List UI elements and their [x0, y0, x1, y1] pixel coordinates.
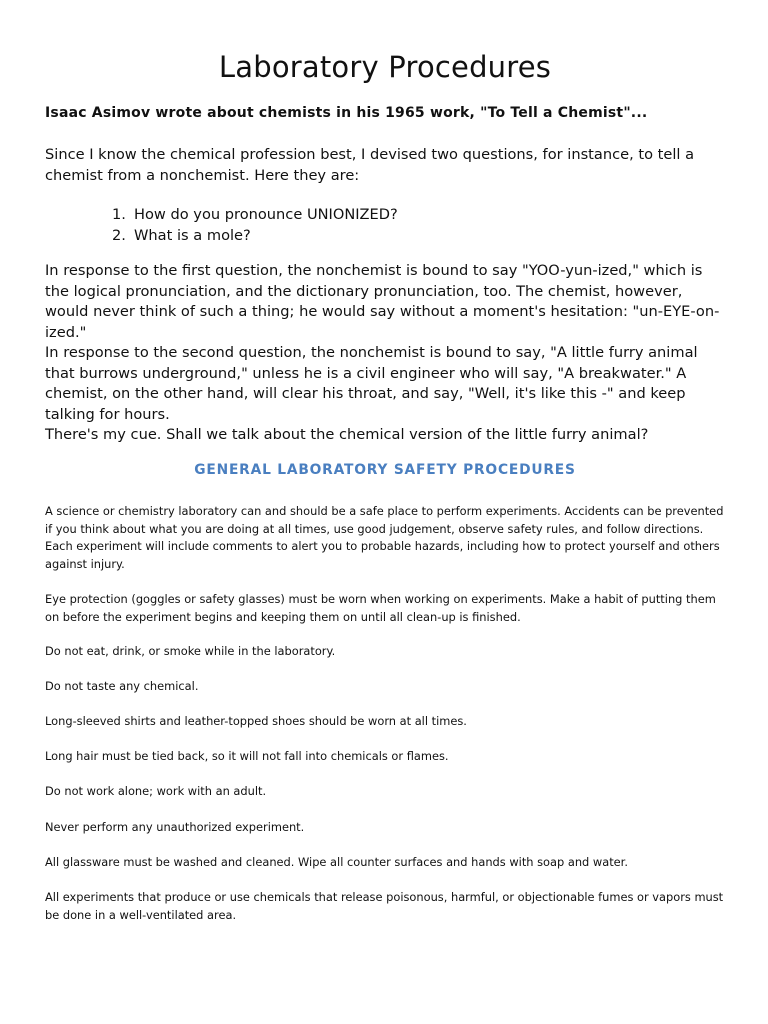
- paragraph-questions-intro: Since I know the chemical profession best, I devised two questions, for instance, to tell a chemist from a nonchemist. Here they are:: [45, 146, 695, 184]
- paragraph-first-answer: In response to the first question, the nonchemist is bound to say "YOO-yun-ized," which is the logical pronunciation, and the dictionary pronunciation, too. The chemist, however, would never think of such a thing; he would say without a moment's hesitation: "un-EYE-on-ized.": [45, 262, 720, 341]
- paragraph-second-answer: In response to the second question, the nonchemist is bound to say, "A little furry animal that burrows underground," unless he is a civil engineer who will say, "A breakwater." A chemist, on the other hand, will clear his throat, and say, "Well, it's like this -" and keep talking for hours.: [45, 344, 698, 423]
- rule-paragraph: A science or chemistry laboratory can and should be a safe place to perform experiments. Accidents can be prevented if you think about what you are doing at all times, use good judgement, observe safety rules, and follow directions. Each experiment will include comments to alert you to probable hazards, including how to protect yourself and others against injury.: [45, 504, 724, 571]
- list-number: 2.: [112, 227, 126, 244]
- intro-line: Isaac Asimov wrote about chemists in his 1965 work, "To Tell a Chemist"...: [45, 105, 648, 121]
- rule-paragraph: Eye protection (goggles or safety glasses) must be worn when working on experiments. Make a habit of putting them on before the experiment begins and keeping them on until all clean-up is finished.: [45, 592, 716, 624]
- rule-paragraph: Never perform any unauthorized experiment.: [45, 820, 305, 834]
- rule-paragraph: Do not work alone; work with an adult.: [45, 784, 267, 798]
- list-number: 1.: [112, 206, 126, 223]
- rule-paragraph: All experiments that produce or use chemicals that release poisonous, harmful, or objectionable fumes or vapors must be done in a well-ventilated area.: [45, 890, 724, 922]
- rule-paragraph: Do not eat, drink, or smoke while in the laboratory.: [45, 644, 336, 658]
- section-heading: GENERAL LABORATORY SAFETY PROCEDURES: [194, 462, 576, 478]
- page-title: Laboratory Procedures: [218, 50, 552, 84]
- rule-paragraph: Long hair must be tied back, so it will not fall into chemicals or flames.: [45, 749, 449, 763]
- question-text: What is a mole?: [134, 227, 251, 244]
- paragraph-cue: There's my cue. Shall we talk about the chemical version of the little furry animal?: [45, 426, 649, 443]
- list-item: [112, 225, 672, 246]
- rule-paragraph: Long-sleeved shirts and leather-topped shoes should be worn at all times.: [45, 714, 467, 728]
- list-item: [112, 204, 672, 225]
- question-list: [112, 204, 672, 246]
- rule-paragraph: All glassware must be washed and cleaned. Wipe all counter surfaces and hands with soap and water.: [45, 855, 628, 869]
- question-text: How do you pronounce UNIONIZED?: [134, 206, 398, 223]
- rule-paragraph: Do not taste any chemical.: [45, 679, 199, 693]
